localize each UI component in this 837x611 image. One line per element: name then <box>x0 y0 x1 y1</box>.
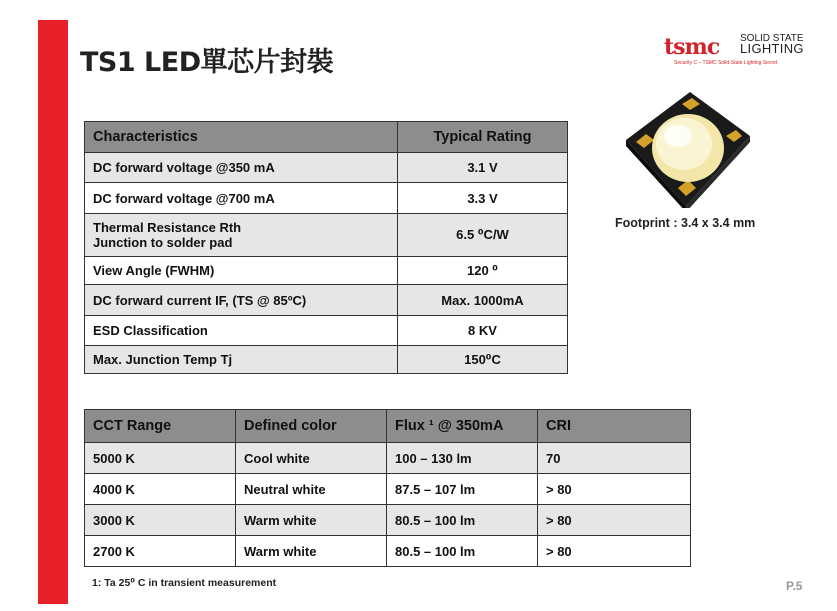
color-cell: Warm white <box>236 536 387 567</box>
row-label: DC forward voltage @700 mA <box>85 183 398 214</box>
cri-cell: > 80 <box>538 474 691 505</box>
flux-cell: 80.5 – 100 lm <box>387 505 538 536</box>
cri-cell: > 80 <box>538 536 691 567</box>
row-label: DC forward current IF, (TS @ 85ºC) <box>85 285 398 316</box>
table-row <box>85 316 568 346</box>
tsmc-logo <box>664 34 804 70</box>
cct-cell: 2700 K <box>85 536 236 567</box>
table-row <box>85 285 568 316</box>
row-label-line2: Junction to solder pad <box>93 235 233 250</box>
header-flux: Flux ¹ @ 350mA <box>387 410 538 443</box>
row-value: 6.5 ⁰C/W <box>398 214 568 257</box>
row-value: 120 ⁰ <box>398 257 568 285</box>
header-cct-range: CCT Range <box>85 410 236 443</box>
flux-cell: 87.5 – 107 lm <box>387 474 538 505</box>
logo-brand: tsmc <box>664 34 720 60</box>
row-value: 3.3 V <box>398 183 568 214</box>
logo-line2: LIGHTING <box>740 41 804 56</box>
page-title: TS1 LED單芯片封裝 <box>80 47 334 78</box>
table-header-row <box>85 122 568 153</box>
header-typical-rating: Typical Rating <box>398 122 568 153</box>
row-label: Max. Junction Temp Tj <box>85 346 398 374</box>
cri-cell: > 80 <box>538 505 691 536</box>
row-value: 8 KV <box>398 316 568 346</box>
color-cell: Neutral white <box>236 474 387 505</box>
table-row <box>85 153 568 183</box>
table-row <box>85 443 691 474</box>
table-row <box>85 505 691 536</box>
logo-text <box>740 34 804 56</box>
table-row <box>85 474 691 505</box>
table-row <box>85 536 691 567</box>
characteristics-table <box>84 121 568 374</box>
cri-cell: 70 <box>538 443 691 474</box>
row-label-line1: Thermal Resistance Rth <box>93 220 242 235</box>
cct-cell: 4000 K <box>85 474 236 505</box>
flux-cell: 100 – 130 lm <box>387 443 538 474</box>
table-row <box>85 214 568 257</box>
cct-cell: 3000 K <box>85 505 236 536</box>
row-label: View Angle (FWHM) <box>85 257 398 285</box>
cct-cell: 5000 K <box>85 443 236 474</box>
row-value: Max. 1000mA <box>398 285 568 316</box>
table-row <box>85 183 568 214</box>
header-defined-color: Defined color <box>236 410 387 443</box>
led-chip-image <box>622 90 752 208</box>
row-label <box>85 214 398 257</box>
color-cell: Cool white <box>236 443 387 474</box>
header-characteristics: Characteristics <box>85 122 398 153</box>
table-header-row <box>85 410 691 443</box>
flux-cell: 80.5 – 100 lm <box>387 536 538 567</box>
row-label: DC forward voltage @350 mA <box>85 153 398 183</box>
footnote: 1: Ta 25⁰ C in transient measurement <box>92 577 277 589</box>
footprint-label: Footprint : 3.4 x 3.4 mm <box>615 216 756 230</box>
header-cri: CRI <box>538 410 691 443</box>
row-value: 3.1 V <box>398 153 568 183</box>
table-row <box>85 257 568 285</box>
cct-table <box>84 409 691 567</box>
logo-tagline: Security C – TSMC Solid-State Lighting Secret <box>674 60 778 66</box>
logo-line1: SOLID STATE <box>740 33 804 44</box>
accent-bar <box>38 20 68 604</box>
row-label: ESD Classification <box>85 316 398 346</box>
row-value: 150⁰C <box>398 346 568 374</box>
table-row <box>85 346 568 374</box>
color-cell: Warm white <box>236 505 387 536</box>
page-number: P.5 <box>786 579 803 593</box>
